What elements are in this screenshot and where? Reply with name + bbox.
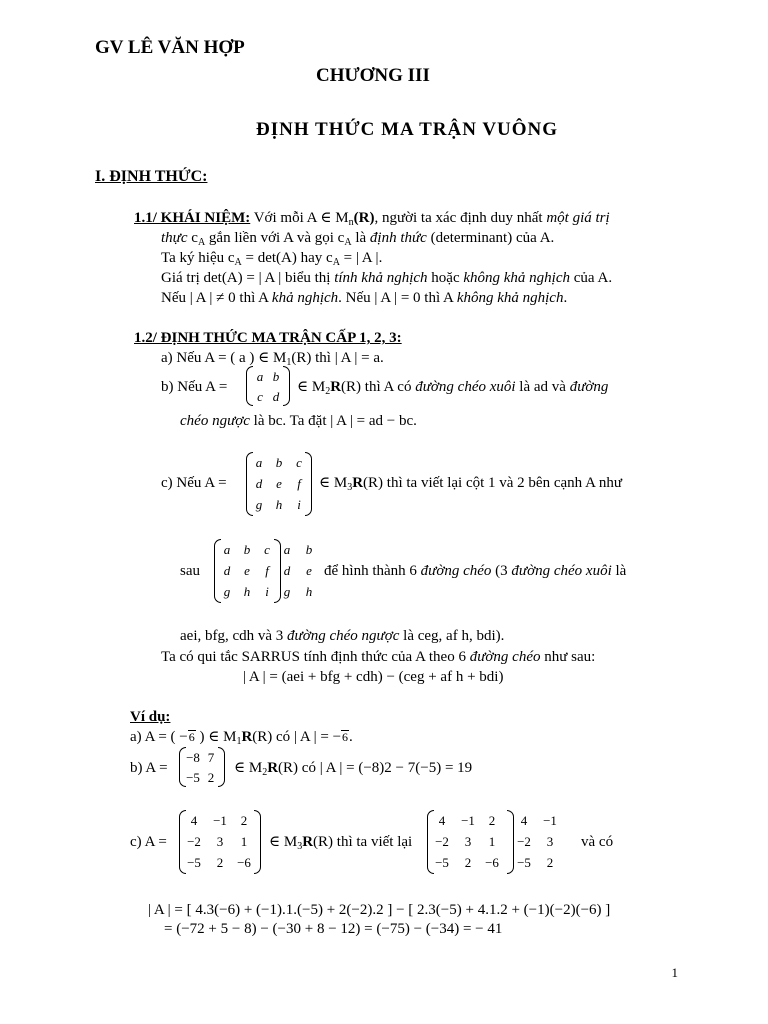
- example-result-line1: | A | = [ 4.3(−6) + (−1).1.(−5) + 2(−2).2 ] − [ 2.3(−5) + 4.1.2 + (−1)(−2)(−6) ]: [148, 902, 611, 918]
- section-heading: I. ĐỊNH THỨC:: [95, 168, 208, 185]
- example-c-text: ∈ $M_3R(R)$ thì ta viết lại: [269, 834, 413, 852]
- s12-c-text: ∈ $M_3R(R)$ thì ta viết lại cột 1 và 2 bên cạnh A như: [319, 475, 622, 493]
- example-matrix-3x3: 4 −1 2 −2 3 1 −5 2 −6: [179, 810, 261, 874]
- sarrus-formula: | A | = (aei + bfg + cdh) − (ceg + af h + bdi): [243, 669, 504, 685]
- s12-b-text2: chéo ngược là bc. Ta đặt | A | = ad − bc.: [180, 413, 417, 429]
- s12-b-label: b) Nếu A =: [161, 379, 228, 395]
- example-c-tail: và có: [581, 834, 614, 850]
- page-number: 1: [671, 965, 678, 980]
- s12-a: a) Nếu A = ( a ) ∈ $M_1(R)$ thì | A | = a.: [161, 350, 384, 368]
- example-result-line2: = (−72 + 5 − 8) − (−30 + 8 − 12) = (−75) − (−34) = − 41: [164, 921, 503, 937]
- page-title: ĐỊNH THỨC MA TRẬN VUÔNG: [256, 119, 559, 140]
- example-b-label: b) A =: [130, 760, 168, 776]
- s12-f-text: Ta có qui tắc SARRUS tính định thức của A theo 6 đường chéo như sau:: [161, 649, 596, 665]
- example-matrix-2x2: −8 7 −5 2: [179, 747, 225, 787]
- example-c-label: c) A =: [130, 834, 167, 850]
- s12-c-label: c) Nếu A =: [161, 475, 227, 491]
- s12-e-text: aei, bfg, cdh và 3 đường chéo ngược là ceg, af h, bdi).: [180, 628, 505, 644]
- chapter-title: CHƯƠNG III: [316, 65, 430, 86]
- s11-line2: thực $c_A$ gắn liền với A và gọi $c_A$ là định thức (determinant) của A.: [161, 230, 555, 248]
- example-matrix-3x3-extended: 4 −1 2 4 −1 −2 3 1 −2 3 −5 2 −6 −5 2: [427, 810, 567, 874]
- s11-line3: Ta ký hiệu $c_A = \det(A)$ hay $c_A$ = | A |.: [161, 250, 383, 268]
- example-b-text: ∈ $M_2R(R)$ có | A | = (−8)2 − 7(−5) = 19: [234, 760, 473, 778]
- s11-line5: Nếu | A | ≠ 0 thì A khả nghịch. Nếu | A | = 0 thì A không khả nghịch.: [161, 290, 568, 306]
- example-heading: Ví dụ:: [130, 709, 171, 725]
- matrix-2x2: a b c d: [246, 366, 290, 406]
- matrix-3x3-extended: a b c a b d e f d e g h i g h: [214, 539, 320, 603]
- matrix-3x3: a b c d e f g h i: [246, 452, 312, 516]
- s12-d-text: để hình thành 6 đường chéo (3 đường chéo xuôi là: [324, 563, 627, 579]
- s11-line1: 1.1/ KHÁI NIỆM: Với mỗi A ∈ $M_n(R)$, người ta xác định duy nhất một giá trị: [134, 210, 610, 228]
- s12-heading: 1.2/ ĐỊNH THỨC MA TRẬN CẤP 1, 2, 3:: [134, 330, 402, 346]
- example-a: a) A = ( −6 ) ∈ $M_1R(R)$ có | A | = −6.: [130, 729, 353, 747]
- author: GV LÊ VĂN HỢP: [95, 37, 245, 58]
- s11-line4: Giá trị det(A) = | A | biểu thị tính khả nghịch hoặc không khả nghịch của A.: [161, 270, 613, 286]
- s12-sau: sau: [180, 563, 200, 579]
- s12-b-text: ∈ $M_2R(R)$ thì A có đường chéo xuôi là ad và đường: [297, 379, 609, 397]
